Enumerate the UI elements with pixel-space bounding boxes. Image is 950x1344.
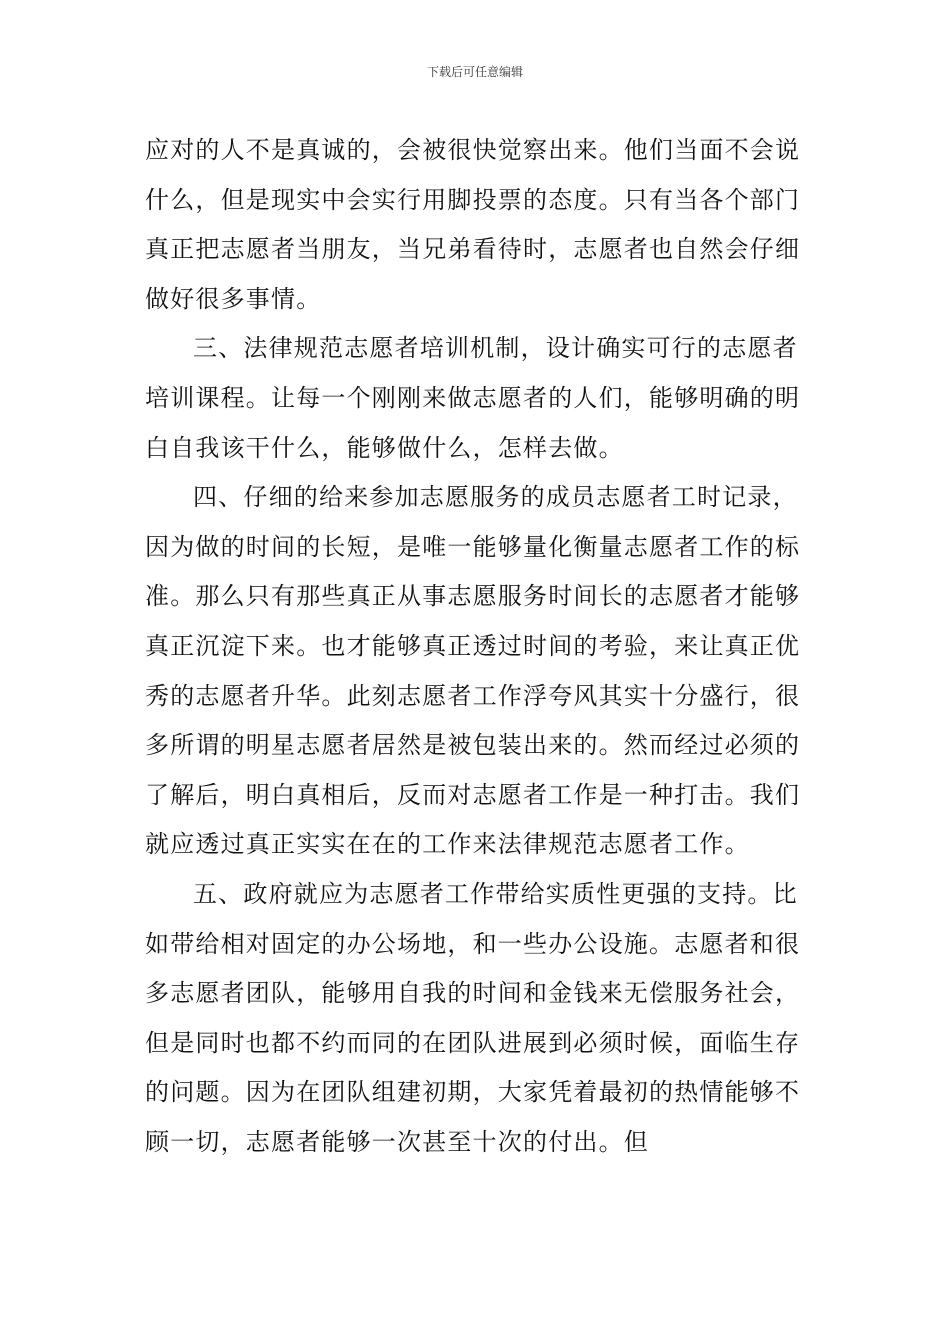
page-header: 下载后可任意编辑 [426,65,523,79]
paragraph-continuation: 应对的人不是真诚的，会被很快觉察出来。他们当面不会说什么，但是现实中会实行用脚投票的态度。只有当各个部门真正把志愿者当朋友，当兄弟看待时，志愿者也自然会仔细做好很多事情。 [145,136,801,313]
paragraph-training-mechanism: 三、法律规范志愿者培训机制，设计确实可行的志愿者培训课程。让每一个刚刚来做志愿者的人们，能够明确的明白自我该干什么，能够做什么，怎样去做。 [145,334,801,462]
document-body [145,126,815,1167]
paragraph-government-support: 五、政府就应为志愿者工作带给实质性更强的支持。比如带给相对固定的办公场地，和一些办公设施。志愿者和很多志愿者团队，能够用自我的时间和金钱来无偿服务社会，但是同时也都不约而同的在团队进展到必须时候，面临生存的问题。因为在团队组建初期，大家凭着最初的热情能够不顾一切，志愿者能够一次甚至十次的付出。但 [145,879,801,1156]
paragraph-work-hours-record: 四、仔细的给来参加志愿服务的成员志愿者工时记录，因为做的时间的长短，是唯一能够量化衡量志愿者工作的标准。那么只有那些真正从事志愿服务时间长的志愿者才能够真正沉淀下来。也才能够真正透过时间的考验，来让真正优秀的志愿者升华。此刻志愿者工作浮夸风其实十分盛行，很多所谓的明星志愿者居然是被包装出来的。然而经过必须的了解后，明白真相后，反而对志愿者工作是一种打击。我们就应透过真正实实在在的工作来法律规范志愿者工作。 [145,483,801,859]
